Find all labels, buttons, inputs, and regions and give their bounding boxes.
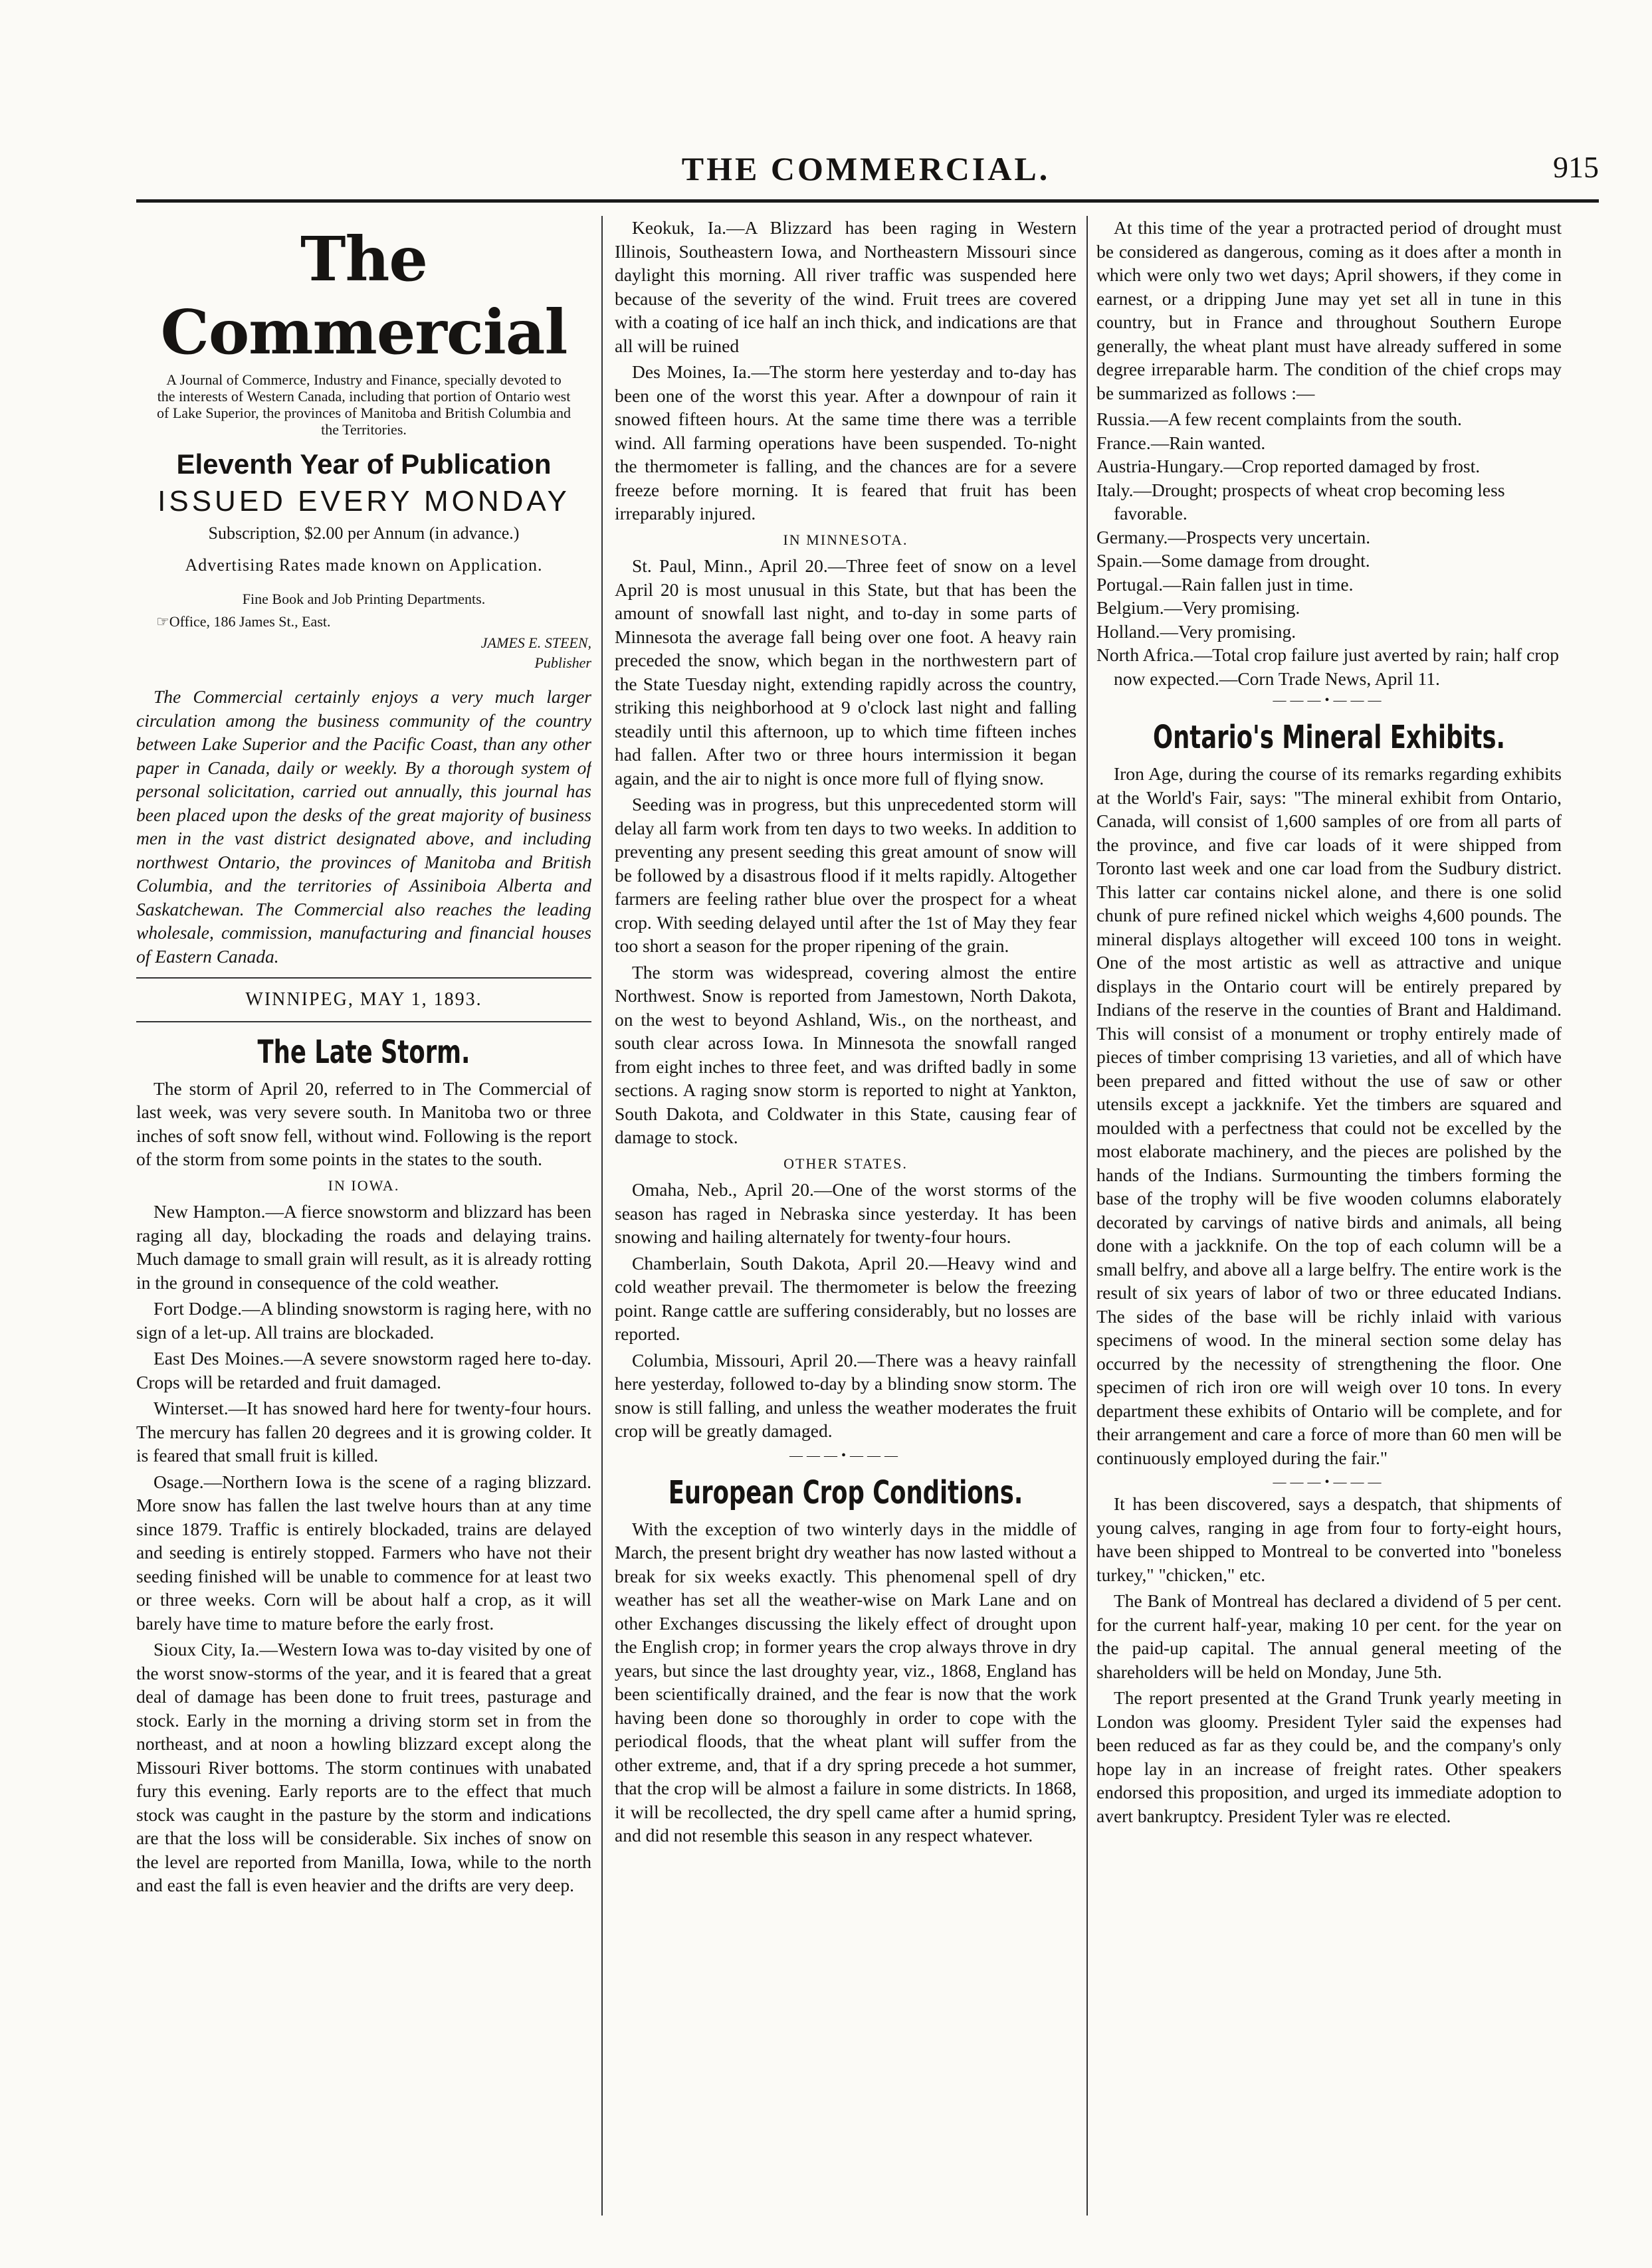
column-2 [615,216,1077,2218]
section-divider: ———•——— [789,1448,902,1463]
iowa-report: Winterset.—It has snowed hard here for twenty-four hours. The mercury has fallen 20 degrees and it is growing colder. It is feared that small fruit is killed. [136,1398,591,1465]
iowa-report: Des Moines, Ia.—The storm here yesterday and to-day has been one of the worst this year. After a downpour of rain it snowed fifteen hours. At the same time there was a terrible wind. All farming operations have been suspended. To-night the thermometer is falling, and the chances are for a severe freeze before morning. It is feared that fruit has been irreparably injured. [615,361,1077,523]
minnesota-report: St. Paul, Minn., April 20.—Three feet of snow on a level April 20 is most unusual in this State, but that has been the amount of snowfall last night, and to-day in some parts of Minnesota the average fall being over one foot. A heavy rain preceded the snow, which began in the northwestern part of the State Tuesday night, extending rapidly across the country, striking this neighborhood at 9 o'clock last night and falling steadily until this afternoon, up to which time fifteen inches had fallen. After two or three hours intermission it began again, and the air to night is once more full of flying snow. [615,555,1077,789]
european-headline: European Crop Conditions. [668,1473,1023,1511]
country-item: Belgium.—Very promising. [1096,597,1300,618]
iowa-report: Osage.—Northern Iowa is the scene of a raging blizzard. More snow has fallen the last twelve hours than at any time since 1879. Traffic is entirely blockaded, trains are delayed and seeding is entirely stopped. Farmers who have not their seeding finished will be unable to commence for at least two or three weeks. Corn will be about half a crop, as it will barely have time to mature before the early frost. [136,1471,591,1634]
iowa-report: East Des Moines.—A severe snowstorm raged here to-day. Crops will be retarded and fruit damaged. [136,1348,591,1392]
publisher-title: Publisher [534,654,591,671]
masthead-description: A Journal of Commerce, Industry and Finance, specially devoted to the interests of Western Canada, including that portion of Ontario west of Lake Superior, the provinces of Manitoba and British Columbia and the Territories. [157,371,571,438]
other-report: Omaha, Neb., April 20.—One of the worst storms of the season has raged in Nebraska since yesterday. It has been snowing and hailing alternately for twenty-four hours. [615,1179,1077,1247]
country-item: Russia.—A few recent complaints from the south. [1096,409,1462,429]
masthead-title: The Commercial [160,223,568,368]
misc-paragraph: The Bank of Montreal has declared a dividend of 5 per cent. for the current half-year, making 10 per cent. for the year on the paid-up capital. The annual general meeting of the shareholders will be held on Monday, June 5th. [1096,1590,1562,1682]
rule [136,1021,591,1022]
country-item: Germany.—Prospects very uncertain. [1096,526,1371,547]
rule [136,977,591,979]
ontario-paragraph: Iron Age, during the course of its remarks regarding exhibits at the World's Fair, says: "The mineral exhibit from Ontario, Canada, will consist of 1,600 samples of ore from all parts of the province, and five car loads of it were shipped from Toronto last week and one car load from the Sudbury district. This latter car contains nickel alone, and there is one solid chunk of pure refined nickel which weighs 4,600 pounds. The mineral displays altogether will exceed 100 tons in weight. One of the most artistic as well as attractive and unique displays in the Ontario court will be entirely prepared by Indians of the reserve in the counties of Brant and Haldimand. This will consist of a monument or trophy entirely made of pieces of timber comprising 13 varieties, and all of which have been prepared and fitted without the use of saw or other utensils except a jackknife. Yet the timbers are squared and moulded with a perfectness that could not be excelled by the most elaborate machinery, and the pieces are polished by the hands of the Indians. Surmounting the timbers forming the base of the trophy will be five wooden columns elaborately decorated by carvings of native birds and animals, all being done with a jackknife. On the top of each column will be a small belfry, and above all a large belfry. The entire work is the result of six years of labor of two or three educated Indians. The sides of the base will be richly inlaid with various specimens of wood. In the mineral section some delay has occurred by the necessity of strengthening the floor. One specimen of rich iron ore will weigh over 10 tons. In every department these exhibits of Ontario will be complete, and for their arrangement and care a force of more than 60 men will be continuously employed during the fair." [1096,763,1562,1468]
country-item: Austria-Hungary.—Crop reported damaged by frost. [1096,456,1481,476]
column-divider [601,216,603,2216]
page-header [133,149,1599,196]
advertising-line: Advertising Rates made known on Application. [185,555,543,575]
column-1 [136,216,591,2218]
country-item: Italy.—Drought; prospects of wheat crop becoming less favorable. [1096,479,1505,523]
header-rule [136,199,1599,203]
late-storm-intro: The storm of April 20, referred to in The Commercial of last week, was very severe south. In Manitoba two or three inches of soft snow fell, without wind. Following is the report of the storm from some points in the states to the south. [136,1078,591,1169]
european-paragraph: At this time of the year a protracted period of drought must be considered as dangerous, coming as it does after a month in which were only two wet days; April showers, if they come in earnest, or a dripping June may yet set all in tune in this country, but in France and throughout Southern Europe generally, the wheat plant must have already suffered in some degree irreparable harm. The condition of the chief crops may be summarized as follows :— [1096,217,1562,403]
misc-paragraph: The report presented at the Grand Trunk yearly meeting in London was gloomy. President Tyler said the expenses had been reduced as far as they could be, and the company's only hope lay in an increase of freight rates. Other speakers endorsed this proposition, and urged its immediate adoption to avert bankruptcy. President Tyler was re elected. [1096,1687,1562,1826]
european-paragraph: With the exception of two winterly days in the middle of March, the present bright dry weather has now lasted without a break for six weeks exactly. This phenomenal spell of dry weather has set all the weather-wise on Mark Lane and on other Exchanges discussing the likely effect of drought upon the English crop; in former years the crop always throve in dry years, but since the last droughty year, viz., 1868, England has been scientifically drained, and the fear is now that the work having been done so thoroughly in order to cope with the periodical floods, that the wheat plant will suffer from the other extreme, and, that if a dry spring precede a hot summer, that the crop will be almost a failure in some districts. In 1868, it will be recollected, the dry spell came after a humid spring, and did not resemble this season in any respect whatever. [615,1518,1077,1845]
publisher-name: JAMES E. STEEN, [480,634,591,651]
ontario-headline: Ontario's Mineral Exhibits. [1152,719,1506,756]
iowa-subhead: IN IOWA. [328,1177,400,1194]
minnesota-subhead: IN MINNESOTA. [783,531,908,548]
page-number: 915 [1553,150,1599,184]
country-item: Spain.—Some damage from drought. [1096,550,1370,571]
misc-paragraph: It has been discovered, says a despatch, that shipments of young calves, ranging in age from four to forty-eight hours, have been shipped to Montreal to be converted into "boneless turkey," "chicken," etc. [1096,1493,1562,1585]
section-divider: ———•——— [1273,693,1386,708]
year-of-publication: Eleventh Year of Publication [176,448,552,480]
late-storm-headline: The Late Storm. [257,1033,470,1071]
country-item: Holland.—Very promising. [1096,620,1296,642]
other-states-subhead: OTHER STATES. [783,1155,908,1172]
column-divider [1086,216,1088,2216]
iowa-report: New Hampton.—A fierce snowstorm and blizzard has been raging all day, blockading the roads and delaying trains. Much damage to small grain will result, as it is already rotting in the ground in consequence of the cold weather. [136,1201,591,1293]
office-address: ☞Office, 186 James St., East. [156,613,331,630]
printing-line: Fine Book and Job Printing Departments. [242,591,486,607]
country-item: North Africa.—Total crop failure just averted by rain; half crop now expected.—Corn Trade News, April 11. [1096,644,1560,689]
column-3 [1096,216,1562,2218]
issued-line: ISSUED EVERY MONDAY [157,485,570,518]
country-item: Portugal.—Rain fallen just in time. [1096,573,1354,595]
running-title: THE COMMERCIAL. [681,150,1051,187]
minnesota-report: The storm was widespread, covering almost the entire Northwest. Snow is reported from Jamestown, North Dakota, on the west to beyond Ashland, Wis., on the northeast, and south clear across Iowa. In Minnesota the snowfall ranged from eight inches to three feet, and was drifted badly in some sections. A raging snow storm is reported to night at Yankton, South Dakota, and Coldwater in this State, causing fear of damage to stock. [615,961,1077,1147]
circulation-notice: The Commercial certainly enjoys a very much larger circulation among the business community of the country between Lake Superior and the Pacific Coast, than any other paper in Canada, daily or weekly. By a thorough system of personal solicitation, carried out annually, this journal has been placed upon the desks of the great majority of business men in the vast district designated above, and including northwest Ontario, the provinces of Manitoba and British Columbia, and the territories of Assiniboia Alberta and Saskatchewan. The Commercial also reaches the leading wholesale, commission, manufacturing and financial houses of Eastern Canada. [136,686,591,967]
iowa-report: Keokuk, Ia.—A Blizzard has been raging in Western Illinois, Southeastern Iowa, and Northeastern Missouri since daylight this morning. All river traffic was suspended here because of the severity of the wind. Fruit trees are covered with a coating of ice half an inch thick, and indications are that all will be ruined [615,217,1077,356]
section-divider: ———•——— [1273,1475,1386,1489]
subscription-line: Subscription, $2.00 per Annum (in advance.) [208,523,520,543]
country-item: France.—Rain wanted. [1096,432,1266,453]
iowa-report: Sioux City, Ia.—Western Iowa was to-day visited by one of the worst snow-storms of the year, and it is feared that a great deal of damage has been done to fruit trees, pasturage and stock. Early in the morning a driving storm set in from the northeast, and at noon a howling blizzard except along the Missouri River bottoms. The storm continues with unabated fury this evening. Early reports are to the effect that much stock was caught in the pasture by the storm and indications are that the loss will be considerable. Six inches of snow on the level are reported from Manilla, Iowa, while to the north and east the fall is even heavier and the drifts are very deep. [136,1639,591,1895]
iowa-report: Fort Dodge.—A blinding snowstorm is raging here, with no sign of a let-up. All trains are blockaded. [136,1298,591,1343]
other-report: Columbia, Missouri, April 20.—There was a heavy rainfall here yesterday, followed to-day by a blinding snow storm. The snow is still falling, and unless the weather moderates the fruit crop will be greatly damaged. [615,1349,1077,1441]
other-report: Chamberlain, South Dakota, April 20.—Heavy wind and cold weather prevail. The thermometer is below the freezing point. Range cattle are suffering considerably, but no losses are reported. [615,1252,1077,1344]
minnesota-report: Seeding was in progress, but this unprecedented storm will delay all farm work from ten days to two weeks. In addition to preventing any present seeding this great amount of snow will be followed by a disastrous flood if it melts rapidly. Altogether farmers are feeling rather blue over the prospect for a wheat crop. With seeding delayed until after the 1st of May they fear too short a season for the proper ripening of the grain. [615,794,1077,956]
dateline: WINNIPEG, MAY 1, 1893. [245,989,482,1010]
